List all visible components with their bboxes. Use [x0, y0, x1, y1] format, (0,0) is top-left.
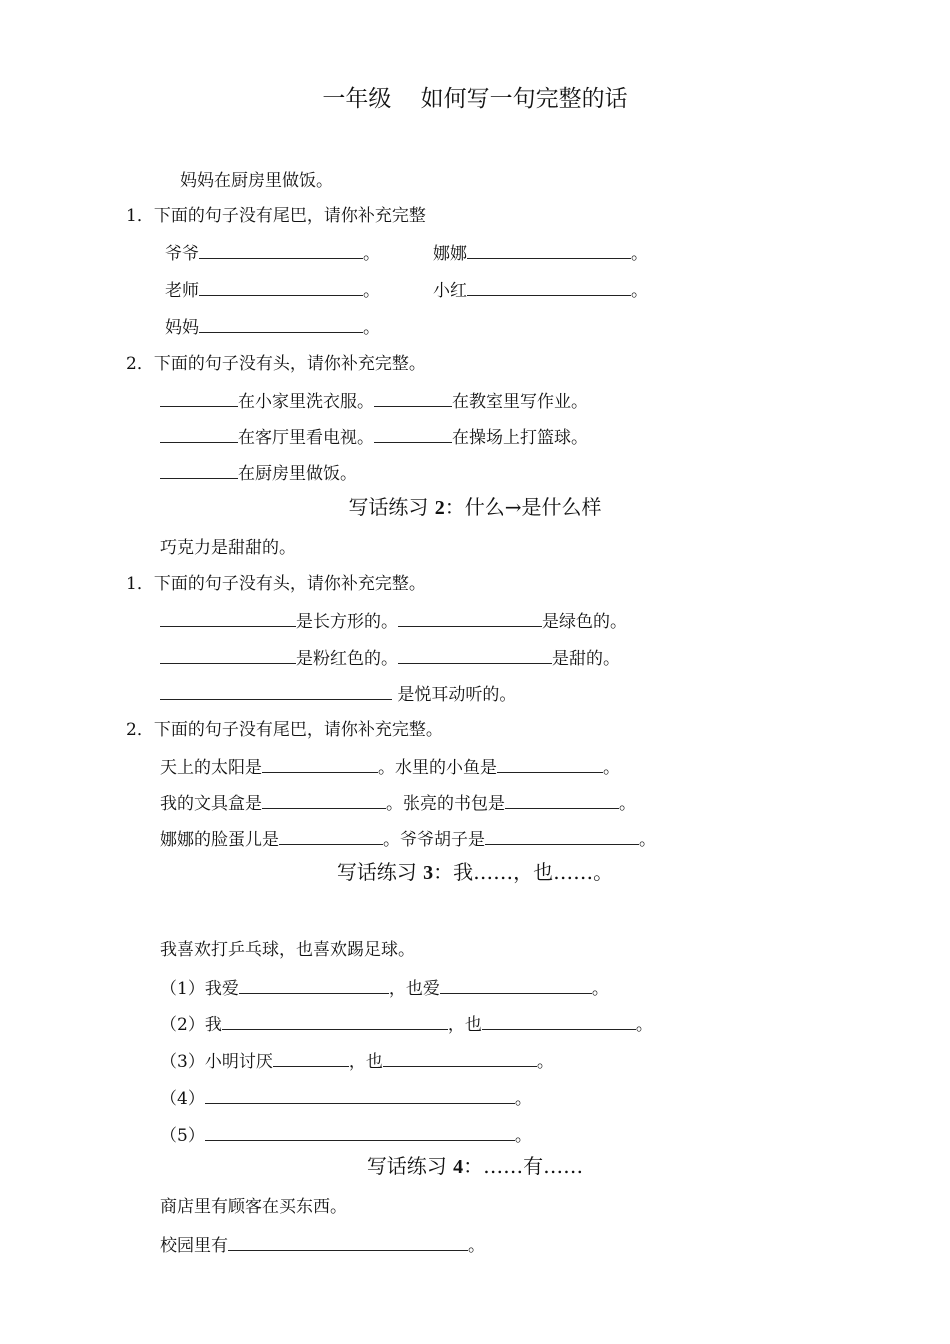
- fill-line: （3）小明讨厌 ，也 。: [160, 1052, 554, 1072]
- fill-line: 是长方形的。 是绿色的。: [160, 610, 627, 633]
- fill-line: （2）我 ，也 。: [160, 1015, 653, 1035]
- page-title: 一年级 如何写一句完整的话: [322, 86, 628, 112]
- answer-blank[interactable]: [222, 1013, 448, 1030]
- answer-blank[interactable]: [199, 279, 363, 296]
- answer-blank[interactable]: [205, 1124, 515, 1141]
- answer-blank[interactable]: [273, 1050, 349, 1067]
- answer-blank[interactable]: [374, 426, 452, 443]
- part3-example: 我喜欢打乒乓球，也喜欢踢足球。: [160, 940, 415, 960]
- fill-line: 校园里有 。: [160, 1236, 485, 1256]
- part4-example: 商店里有顾客在买东西。: [160, 1197, 347, 1217]
- answer-blank[interactable]: [199, 242, 363, 259]
- answer-blank[interactable]: [505, 792, 619, 809]
- fill-line: 爷爷 。: [165, 244, 380, 264]
- part2-example: 巧克力是甜甜的。: [160, 538, 296, 558]
- fill-line: 是粉红色的。 是甜的。: [160, 647, 620, 670]
- answer-blank[interactable]: [205, 1087, 515, 1104]
- answer-blank[interactable]: [485, 828, 639, 845]
- answer-blank[interactable]: [279, 828, 383, 845]
- fill-line: 小红 。: [433, 281, 648, 301]
- fill-line: 妈妈 。: [165, 318, 380, 338]
- answer-blank[interactable]: [199, 316, 363, 333]
- part1-q2-label: 2．下面的句子没有头，请你补充完整。: [126, 354, 426, 374]
- fill-line: （1）我爱 ，也爱 。: [160, 979, 609, 999]
- answer-blank[interactable]: [160, 426, 238, 443]
- fill-line: 在小家里洗衣服。 在教室里写作业。: [160, 390, 588, 413]
- fill-line: 在客厅里看电视。 在操场上打篮球。: [160, 426, 588, 449]
- answer-blank[interactable]: [383, 1050, 537, 1067]
- answer-blank[interactable]: [160, 390, 238, 407]
- answer-blank[interactable]: [160, 647, 296, 664]
- answer-blank[interactable]: [398, 647, 552, 664]
- answer-blank[interactable]: [467, 279, 631, 296]
- answer-blank[interactable]: [374, 390, 452, 407]
- fill-line: 天上的太阳是 。水里的小鱼是 。: [160, 758, 620, 778]
- answer-blank[interactable]: [262, 792, 386, 809]
- answer-blank[interactable]: [160, 683, 392, 700]
- part2-q1-label: 1．下面的句子没有头，请你补充完整。: [126, 574, 426, 594]
- answer-blank[interactable]: [467, 242, 631, 259]
- fill-line: （4） 。: [160, 1089, 532, 1109]
- answer-blank[interactable]: [160, 610, 296, 627]
- fill-line: 老师 。: [165, 281, 380, 301]
- section-heading-2: 写话练习 2：什么→是什么样: [348, 495, 602, 519]
- fill-line: 娜娜 。: [433, 244, 648, 264]
- answer-blank[interactable]: [497, 756, 603, 773]
- answer-blank[interactable]: [262, 756, 378, 773]
- fill-line: 我的文具盒是 。张亮的书包是 。: [160, 794, 636, 814]
- part1-example: 妈妈在厨房里做饭。: [180, 171, 333, 191]
- answer-blank[interactable]: [239, 977, 389, 994]
- fill-line: 是悦耳动听的。: [160, 683, 516, 706]
- fill-line: 娜娜的脸蛋儿是 。爷爷胡子是 。: [160, 830, 656, 850]
- part1-q1-label: 1．下面的句子没有尾巴，请你补充完整: [126, 206, 426, 226]
- answer-blank[interactable]: [482, 1013, 636, 1030]
- answer-blank[interactable]: [160, 462, 238, 479]
- answer-blank[interactable]: [398, 610, 542, 627]
- answer-blank[interactable]: [228, 1234, 468, 1251]
- answer-blank[interactable]: [440, 977, 592, 994]
- fill-line: （5） 。: [160, 1126, 532, 1146]
- part2-q2-label: 2．下面的句子没有尾巴，请你补充完整。: [126, 720, 443, 740]
- section-heading-4: 写话练习 4：……有……: [366, 1154, 584, 1178]
- section-heading-3: 写话练习 3：我……，也……。: [336, 860, 614, 884]
- fill-line: 在厨房里做饭。: [160, 462, 357, 485]
